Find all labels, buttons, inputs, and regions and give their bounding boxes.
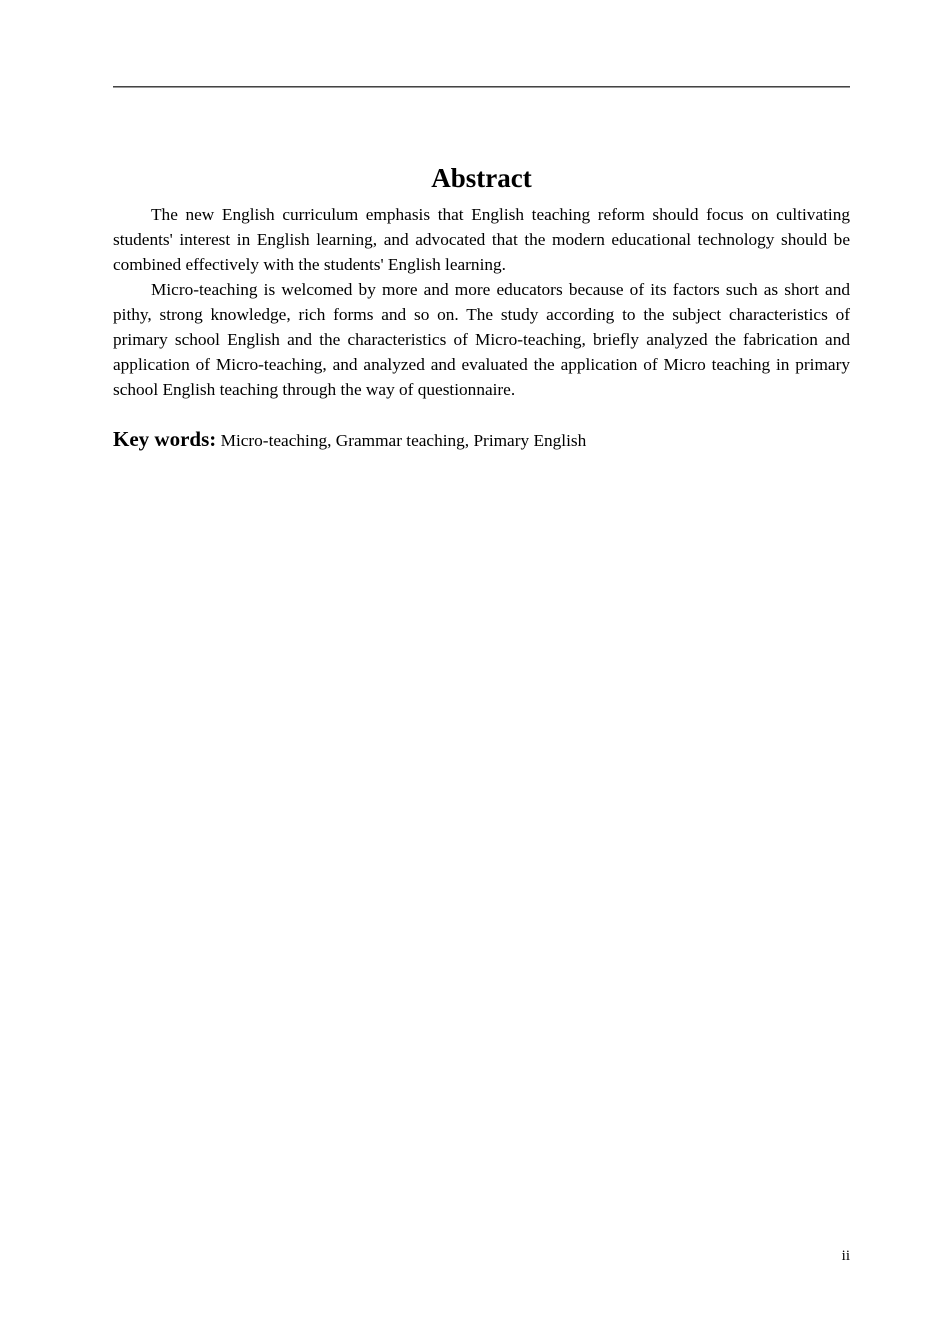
header-rule (113, 86, 850, 88)
abstract-section (113, 160, 850, 455)
keywords-label: Key words: (113, 427, 217, 451)
page-title: Abstract (431, 163, 532, 193)
abstract-paragraph-2: Micro-teaching is welcomed by more and more educators because of its factors such as short and pithy, strong knowledge, rich forms and so on. The study according to the subject characteristics of primary school English and the characteristics of Micro-teaching, briefly analyzed the fabrication and application of Micro-teaching, and analyzed and evaluated the application of Micro teaching in primary school English teaching through the way of questionnaire. (113, 280, 850, 399)
keywords-text: Micro-teaching, Grammar teaching, Primary English (220, 431, 587, 450)
page-number: ii (841, 1248, 850, 1264)
keywords-line (113, 425, 850, 455)
abstract-paragraph-1: The new English curriculum emphasis that English teaching reform should focus on cultivating students' interest in English learning, and advocated that the modern educational technology should be combined effectively with the students' English learning. (113, 205, 850, 274)
